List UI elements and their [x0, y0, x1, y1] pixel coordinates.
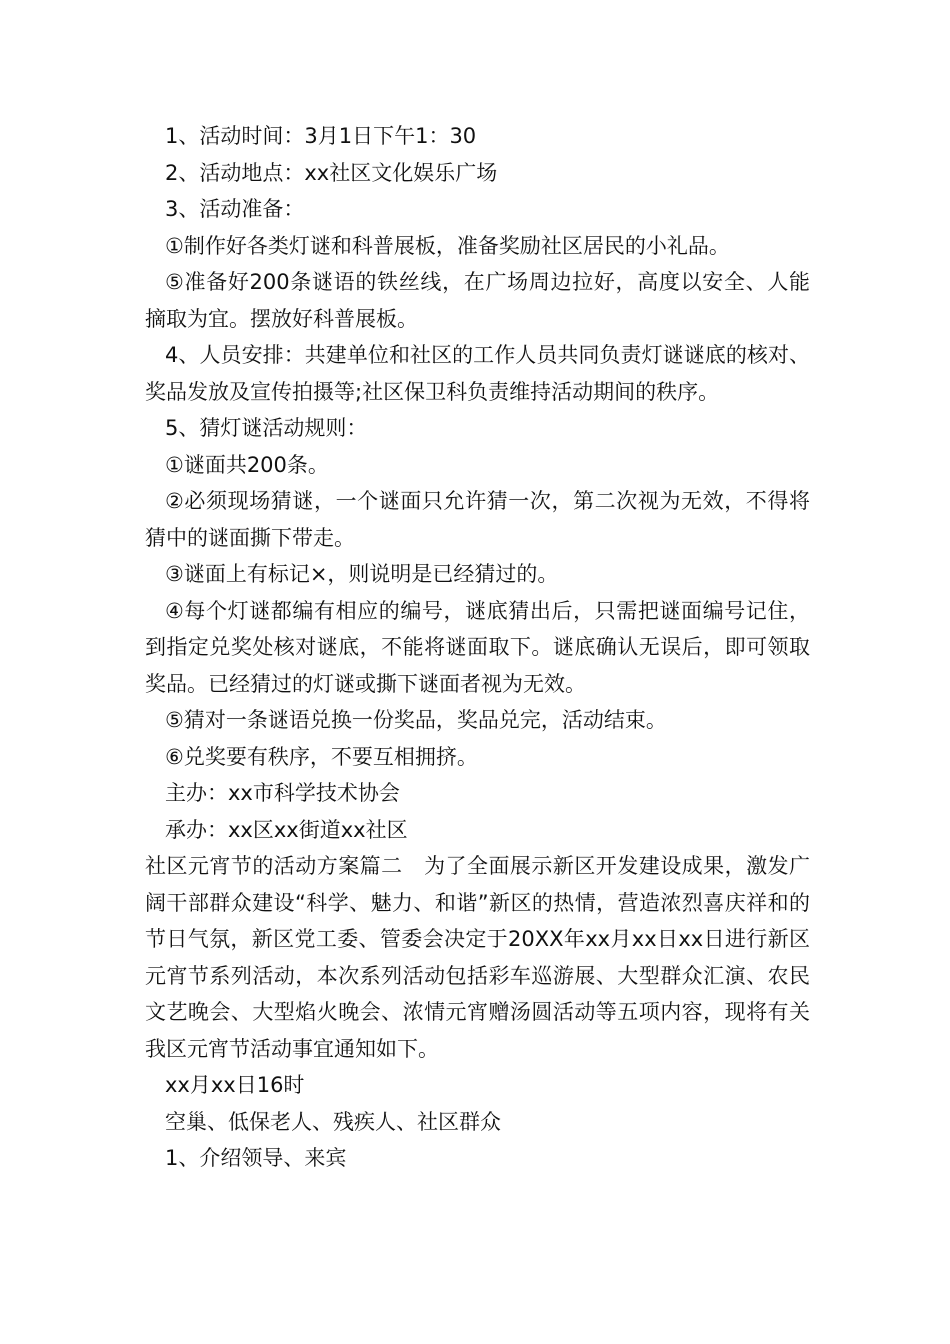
paragraph-rule-2: ②必须现场猜谜，一个谜面只允许猜一次，第二次视为无效，不得将猜中的谜面撕下带走。: [145, 489, 810, 550]
paragraph-activity-time: 1、活动时间：3月1日下午1：30: [165, 124, 477, 148]
paragraph-activity-location: 2、活动地点：xx社区文化娱乐广场: [165, 160, 498, 185]
paragraph-activity-preparation: 3、活动准备：: [165, 197, 305, 221]
paragraph-introduce-guests: 1、介绍领导、来宾: [165, 1146, 347, 1170]
paragraph-co-organizer: 承办：xx区xx街道xx社区: [165, 817, 408, 842]
paragraph-rules-heading: 5、猜灯谜活动规则：: [165, 416, 368, 440]
paragraph-organizer: 主办：xx市科学技术协会: [165, 781, 400, 805]
document-body: [145, 118, 810, 1177]
paragraph-plan-two: 社区元宵节的活动方案篇二 为了全面展示新区开发建设成果，激发广阔干部群众建设“科学、魅力、和谐”新区的热情，营造浓烈喜庆祥和的节日气氛，新区党工委、管委会决定于20XX年xx月xx日xx日进行新区元宵节系列活动，本次系列活动包括彩车巡游展、大型群众汇演、农民文艺晚会、大型焰火晚会、浓情元宵赠汤圆活动等五项内容，现将有关我区元宵节活动事宜通知如下。: [145, 854, 810, 1061]
paragraph-rule-4: ④每个灯谜都编有相应的编号，谜底猜出后，只需把谜面编号记住，到指定兑奖处核对谜底，不能将谜面取下。谜底确认无误后，即可领取奖品。已经猜过的灯谜或撕下谜面者视为无效。: [145, 598, 810, 696]
paragraph-staffing: 4、人员安排：共建单位和社区的工作人员共同负责灯谜谜底的核对、奖品发放及宣传拍摄等;社区保卫科负责维持活动期间的秩序。: [145, 343, 810, 404]
paragraph-participants: 空巢、低保老人、残疾人、社区群众: [165, 1109, 501, 1134]
paragraph-time: xx月xx日16时: [165, 1073, 305, 1097]
paragraph-rule-6: ⑥兑奖要有秩序，不要互相拥挤。: [165, 744, 478, 769]
paragraph-prep-item-5: ⑤准备好200条谜语的铁丝线，在广场周边拉好，高度以安全、人能摘取为宜。摆放好科普展板。: [145, 270, 810, 331]
paragraph-rule-3: ③谜面上有标记×，则说明是已经猜过的。: [165, 562, 559, 586]
paragraph-rule-1: ①谜面共200条。: [165, 452, 329, 477]
paragraph-prep-item-1: ①制作好各类灯谜和科普展板，准备奖励社区居民的小礼品。: [165, 233, 730, 258]
paragraph-rule-5: ⑤猜对一条谜语兑换一份奖品，奖品兑完，活动结束。: [165, 708, 667, 732]
